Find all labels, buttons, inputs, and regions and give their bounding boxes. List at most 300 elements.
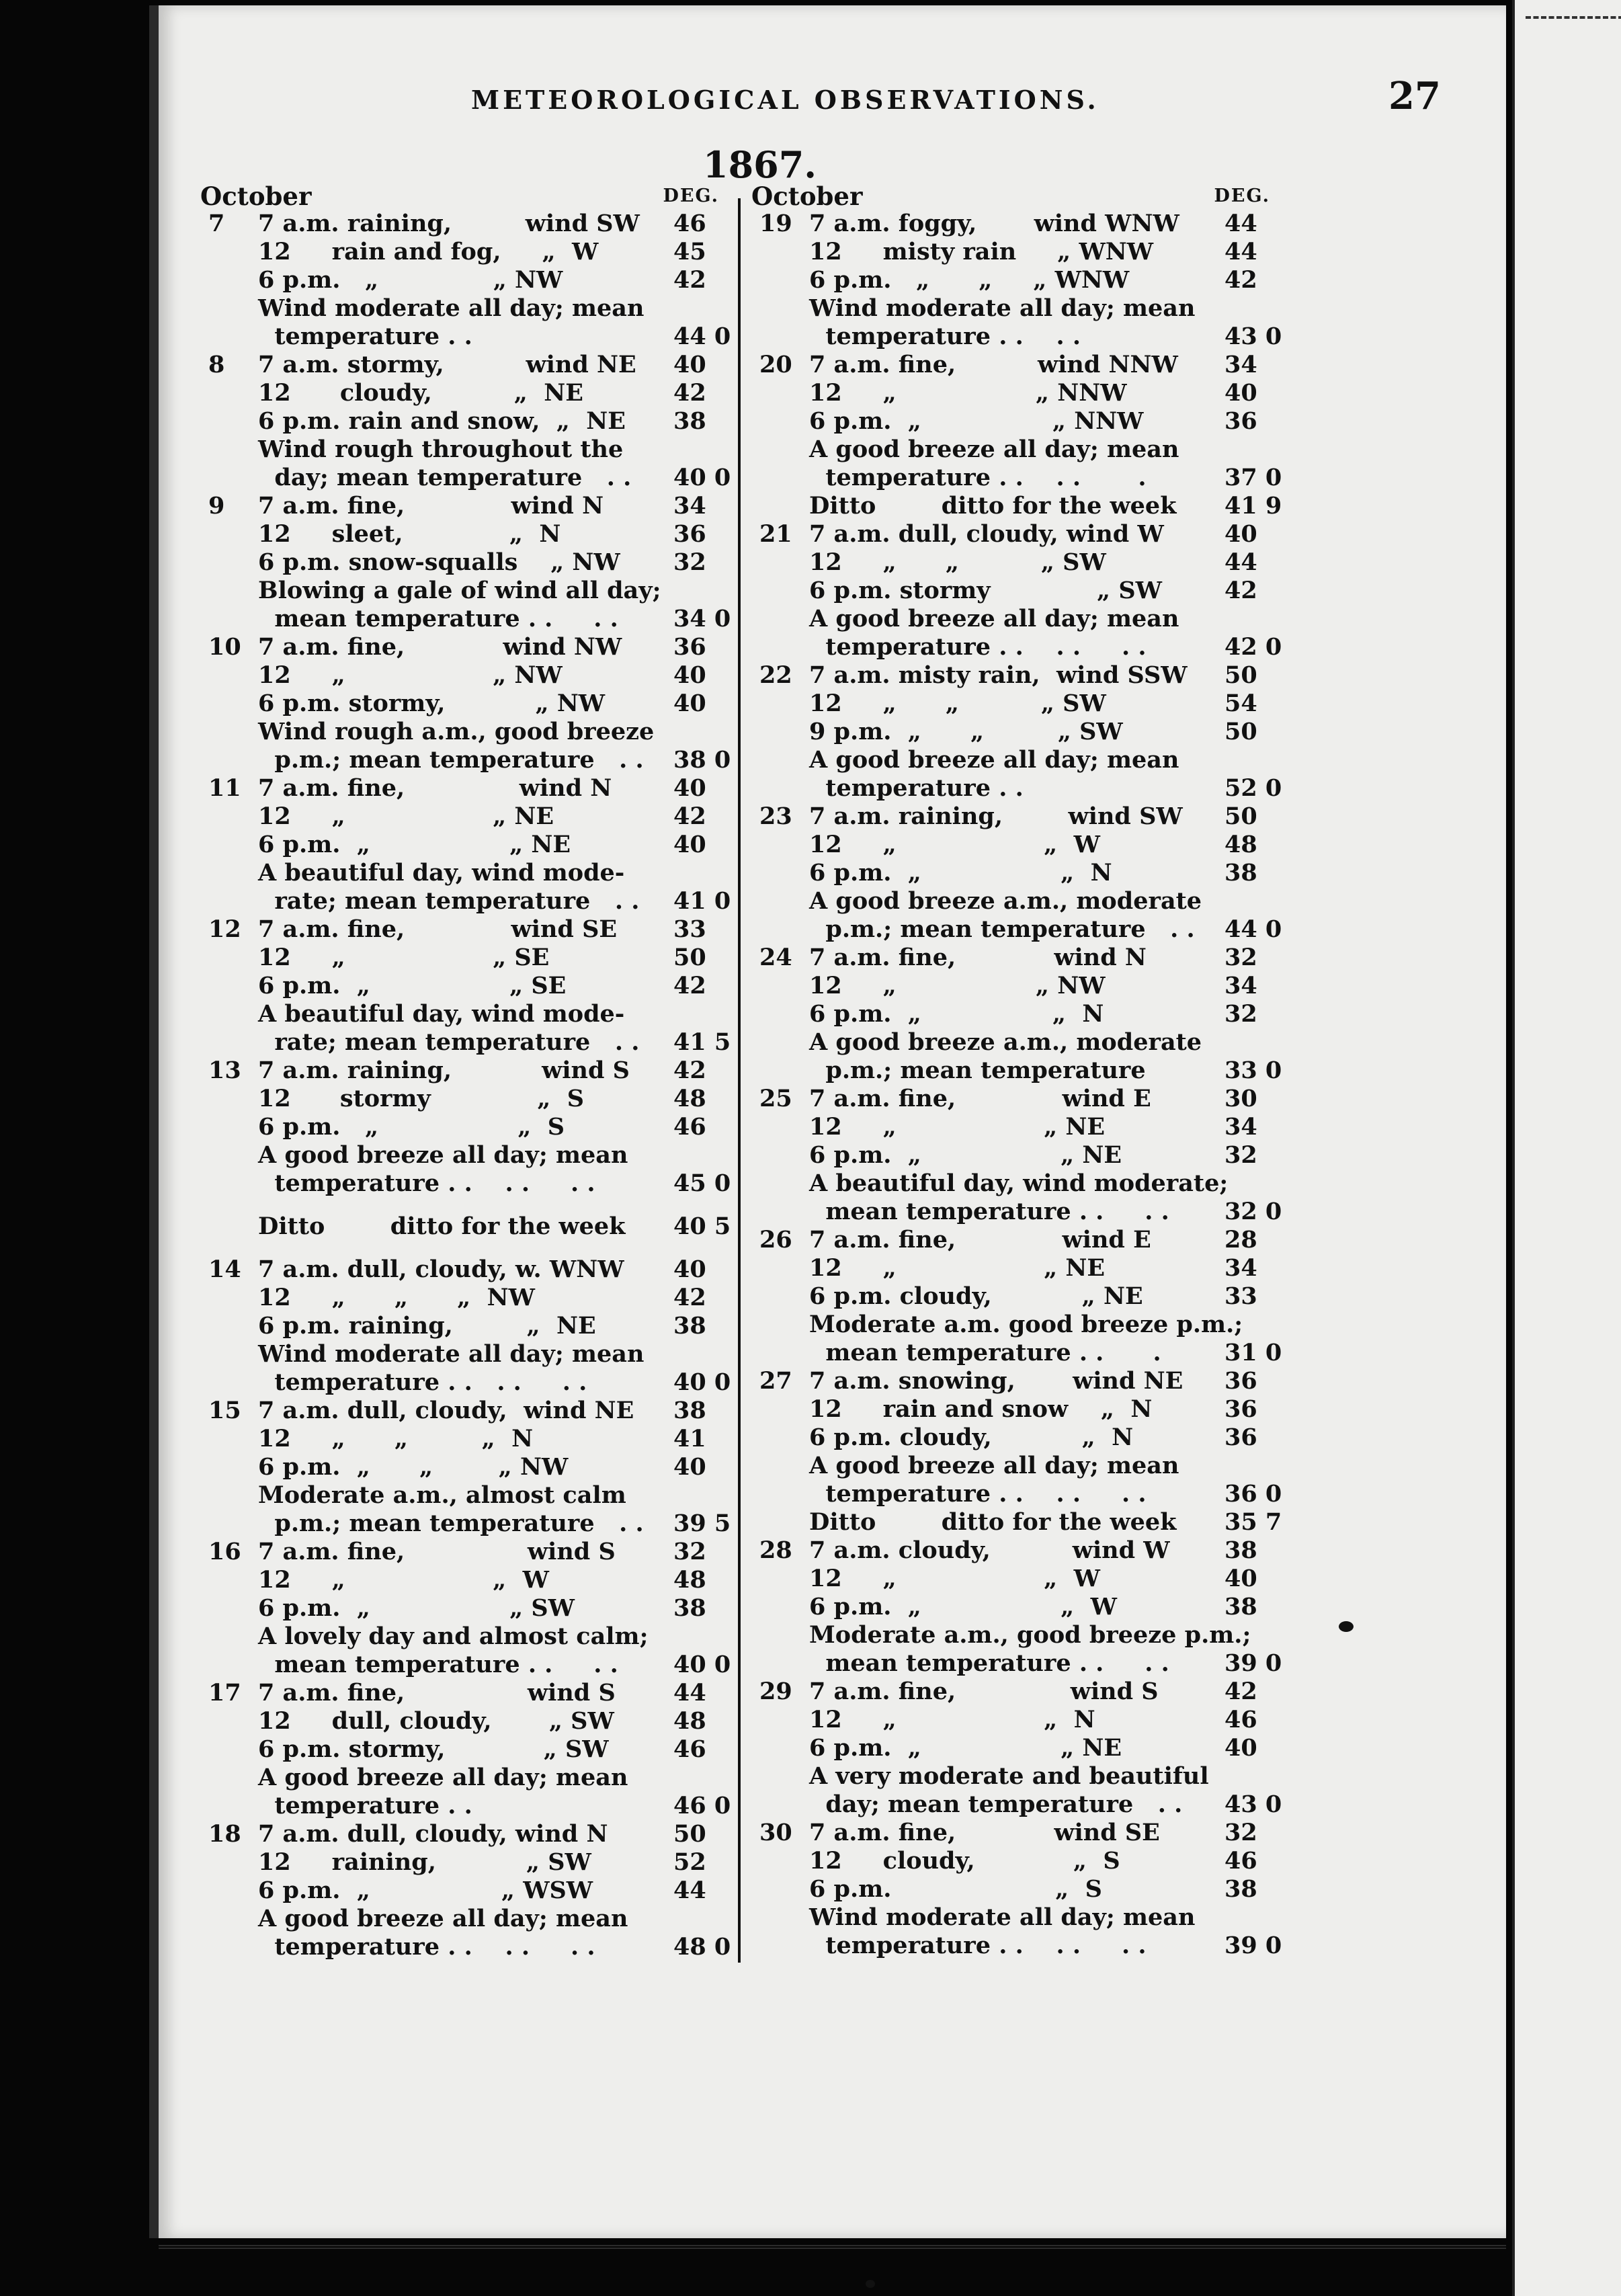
observation-text: 12 cloudy, „ NE [258, 379, 583, 407]
observation-row [200, 1453, 724, 1481]
observation-row [751, 1085, 1276, 1113]
temperature-value: 46 0 [673, 1792, 731, 1819]
observation-row [751, 407, 1276, 436]
temperature-value: 41 5 [673, 1028, 731, 1056]
observation-row [751, 859, 1276, 887]
temperature-value: 48 [1224, 831, 1257, 858]
observation-text: 12 „ „ „ SW [809, 690, 1106, 717]
temperature-value: 36 [1224, 1367, 1257, 1395]
observation-text: 6 p.m. „ „ NW [258, 266, 563, 294]
temperature-value: 42 [673, 972, 706, 999]
observation-text: 6 p.m. „ „ NE [809, 1734, 1122, 1762]
observation-row [200, 774, 724, 803]
temperature-value: 36 0 [1224, 1480, 1282, 1508]
observation-text: Moderate a.m., almost calm [258, 1481, 626, 1509]
observation-row [751, 1508, 1282, 1536]
observation-row [751, 1903, 1276, 1932]
observation-text: 7 a.m. dull, cloudy, wind NE [258, 1397, 634, 1424]
observation-text: 6 p.m. stormy „ SW [809, 577, 1162, 604]
observation-row [200, 1028, 731, 1057]
temperature-value: 40 [1224, 1734, 1257, 1762]
observation-text: 6 p.m. „ „ „ NW [258, 1453, 569, 1481]
observation-text: A good breeze all day; mean [258, 1141, 628, 1169]
observation-text: 12 „ „ NE [258, 803, 554, 830]
day-number: 14 [208, 1256, 241, 1283]
observation-text: 6 p.m. „ „ S [258, 1113, 565, 1141]
temperature-value: 33 [1224, 1282, 1257, 1310]
observation-row [200, 1141, 724, 1170]
observation-text: rate; mean temperature . . [258, 887, 640, 915]
observation-text: 12 „ „ NNW [809, 379, 1127, 407]
temperature-value: 36 [1224, 407, 1257, 435]
observation-text: Wind moderate all day; mean [809, 1903, 1196, 1931]
observation-text: 7 a.m. dull, cloudy, wind N [258, 1820, 608, 1848]
temperature-value: 42 [1224, 266, 1257, 294]
observation-row [751, 1057, 1282, 1085]
observation-text: 12 sleet, „ N [258, 520, 561, 548]
column-divider [738, 198, 741, 1963]
temperature-value: 50 [1224, 661, 1257, 689]
observation-row [751, 266, 1276, 294]
temperature-value: 40 [673, 774, 706, 802]
observation-text: 7 a.m. fine, wind N [809, 944, 1147, 971]
observation-row [200, 831, 724, 859]
temperature-value: 39 0 [1224, 1649, 1282, 1677]
temperature-value: 41 [673, 1425, 706, 1452]
observation-row [200, 1594, 724, 1623]
observation-text: 12 dull, cloudy, „ SW [258, 1707, 614, 1735]
day-number: 8 [208, 351, 225, 378]
observation-row [751, 1480, 1282, 1508]
observation-text: mean temperature . . . [809, 1339, 1161, 1366]
observation-text: p.m.; mean temperature . . [809, 915, 1195, 943]
temperature-value: 48 [673, 1566, 706, 1594]
day-number: 22 [759, 661, 792, 689]
observation-text: 7 a.m. raining, wind SW [258, 210, 640, 237]
observation-row [751, 1452, 1276, 1480]
degree-label: DEG. [1214, 186, 1270, 206]
observation-text: Wind moderate all day; mean [258, 1340, 645, 1368]
temperature-value: 50 [1224, 803, 1257, 830]
observation-text: Ditto ditto for the week [809, 1508, 1177, 1536]
observation-text: 7 a.m. fine, wind SE [258, 915, 618, 943]
temperature-value: 38 [1224, 1536, 1257, 1564]
observation-row [751, 436, 1276, 464]
day-number: 30 [759, 1819, 792, 1846]
observation-row [751, 887, 1276, 915]
observation-row [200, 407, 724, 436]
observation-row [200, 746, 731, 774]
day-number: 11 [208, 774, 241, 802]
observation-text: 7 a.m. fine, wind E [809, 1085, 1151, 1112]
observation-row [200, 464, 731, 492]
temperature-value: 48 0 [673, 1933, 731, 1961]
day-number: 28 [759, 1536, 792, 1564]
observation-row [200, 1538, 724, 1566]
temperature-value: 37 0 [1224, 464, 1282, 491]
temperature-value: 43 0 [1224, 1791, 1282, 1818]
observation-text: A lovely day and almost calm; [258, 1623, 649, 1650]
observation-row [751, 1649, 1282, 1678]
right-column-header [751, 181, 1276, 210]
observation-row [751, 379, 1276, 407]
temperature-value: 40 [673, 1256, 706, 1283]
temperature-value: 52 0 [1224, 774, 1282, 802]
observation-row [200, 1651, 731, 1679]
observation-text: Blowing a gale of wind all day; [258, 577, 661, 604]
observation-row [751, 577, 1276, 605]
observation-text: 6 p.m. „ „ SW [258, 1594, 575, 1622]
temperature-value: 44 [1224, 238, 1257, 265]
observation-row [751, 1000, 1276, 1028]
observation-row [200, 605, 731, 633]
temperature-value: 32 [1224, 1141, 1257, 1169]
observation-row [200, 351, 724, 379]
day-number: 7 [208, 210, 225, 237]
observation-row [751, 1791, 1282, 1819]
observation-row [751, 1424, 1276, 1452]
observation-text: A good breeze all day; mean [809, 605, 1179, 632]
temperature-value: 38 0 [673, 746, 731, 774]
observation-text: 12 „ „ W [809, 831, 1100, 858]
temperature-value: 38 [1224, 1875, 1257, 1903]
observation-text: 6 p.m. „ „ NE [809, 1141, 1122, 1169]
temperature-value: 38 [1224, 859, 1257, 887]
observation-row [200, 887, 731, 915]
temperature-value: 42 [673, 1057, 706, 1084]
observation-row [751, 1621, 1276, 1649]
temperature-value: 46 [673, 210, 706, 237]
temperature-value: 34 [1224, 1113, 1257, 1141]
temperature-value: 46 [1224, 1847, 1257, 1875]
right-column [751, 181, 1282, 1960]
observation-row [200, 633, 724, 661]
day-number: 20 [759, 351, 792, 378]
observation-row [751, 718, 1276, 746]
observation-text: day; mean temperature . . [258, 464, 632, 491]
temperature-value: 38 [673, 1312, 706, 1340]
observation-text: A good breeze all day; mean [809, 746, 1179, 774]
observation-text: Wind rough a.m., good breeze [258, 718, 655, 745]
observation-text: A good breeze all day; mean [258, 1764, 628, 1791]
observation-row [200, 1792, 731, 1820]
temperature-value: 41 0 [673, 887, 731, 915]
observation-text: 7 a.m. fine, wind NNW [809, 351, 1178, 378]
day-number: 18 [208, 1820, 241, 1848]
temperature-value: 38 [673, 407, 706, 435]
observation-text: 12 stormy „ S [258, 1085, 585, 1112]
observation-row [751, 464, 1282, 492]
observation-text: 6 p.m. stormy, „ NW [258, 690, 606, 717]
observation-row [200, 690, 724, 718]
month-label: October [200, 181, 312, 211]
observation-row [751, 323, 1282, 351]
observation-text: 7 a.m. fine, wind S [809, 1678, 1159, 1705]
left-column-header [200, 181, 724, 210]
temperature-value: 32 [1224, 944, 1257, 971]
observation-row [200, 1933, 731, 1961]
observation-text: 12 „ „ „ NW [258, 1284, 535, 1311]
observation-text: 6 p.m. „ „ N [809, 1000, 1104, 1028]
observation-row [751, 1395, 1276, 1424]
day-number: 15 [208, 1397, 241, 1424]
observation-text: temperature . . . . [809, 323, 1081, 350]
page-number: 27 [1388, 74, 1441, 118]
observation-text: 7 a.m. dull, cloudy, w. WNW [258, 1256, 624, 1283]
observation-text: 12 rain and snow „ N [809, 1395, 1153, 1423]
temperature-value: 40 [673, 831, 706, 858]
temperature-value: 32 0 [1224, 1198, 1282, 1225]
observation-row [751, 1367, 1276, 1395]
temperature-value: 50 [1224, 718, 1257, 745]
day-number: 16 [208, 1538, 241, 1565]
observation-row [751, 1593, 1276, 1621]
temperature-value: 45 [673, 238, 706, 265]
observation-row [200, 520, 724, 548]
day-number: 25 [759, 1085, 792, 1112]
observation-row [751, 774, 1282, 803]
temperature-value: 34 [1224, 1254, 1257, 1282]
temperature-value: 36 [1224, 1395, 1257, 1423]
day-number: 10 [208, 633, 241, 661]
observation-text: 6 p.m. „ „ SE [258, 972, 567, 999]
observation-text: 6 p.m. raining, „ NE [258, 1312, 596, 1340]
observation-row [200, 1256, 724, 1284]
observation-text: p.m.; mean temperature . . [258, 746, 644, 774]
observation-text: temperature . . [809, 774, 1024, 802]
observation-row [200, 859, 724, 887]
temperature-value: 34 0 [673, 605, 731, 632]
running-header: METEOROLOGICAL OBSERVATIONS. [471, 85, 1099, 115]
day-number: 27 [759, 1367, 792, 1395]
observation-text: 7 a.m. fine, wind N [258, 774, 612, 802]
observation-row [751, 1282, 1276, 1311]
temperature-value: 40 0 [673, 1368, 731, 1396]
day-number: 12 [208, 915, 241, 943]
day-number: 17 [208, 1679, 241, 1707]
observation-row [751, 746, 1276, 774]
temperature-value: 33 0 [1224, 1057, 1282, 1084]
observation-text: 6 p.m. „ „ N [809, 859, 1112, 887]
observation-row [751, 1678, 1276, 1706]
observation-row [751, 1875, 1276, 1903]
observation-text: Moderate a.m., good breeze p.m.; [809, 1621, 1251, 1649]
observation-text: temperature . . . . . [809, 464, 1147, 491]
observation-row [200, 1623, 724, 1651]
observation-text: 12 „ „ SE [258, 944, 550, 971]
observation-text: 12 „ „ „ N [258, 1425, 534, 1452]
left-column [200, 181, 731, 1961]
temperature-value: 36 [673, 633, 706, 661]
observation-text: 7 a.m. dull, cloudy, wind W [809, 520, 1164, 548]
observation-text: 7 a.m. fine, wind S [258, 1538, 616, 1565]
observation-row [751, 972, 1276, 1000]
observation-row [200, 944, 724, 972]
observation-row [751, 915, 1282, 944]
temperature-value: 38 [673, 1594, 706, 1622]
observation-text: 6 p.m. „ S [809, 1875, 1102, 1903]
temperature-value: 44 [673, 1877, 706, 1904]
observation-text: A good breeze a.m., moderate [809, 887, 1202, 915]
temperature-value: 44 [1224, 548, 1257, 576]
observation-text: temperature . . [258, 1792, 472, 1819]
observation-row [200, 1820, 724, 1848]
observation-text: A beautiful day, wind moderate; [809, 1170, 1229, 1197]
observation-row [200, 210, 724, 238]
temperature-value: 48 [673, 1085, 706, 1112]
observation-text: 12 „ „ N [809, 1706, 1095, 1733]
temperature-value: 32 [673, 1538, 706, 1565]
temperature-value: 42 0 [1224, 633, 1282, 661]
observation-text: 6 p.m. „ „ W [809, 1593, 1117, 1621]
observation-text: 6 p.m. rain and snow, „ NE [258, 407, 626, 435]
observation-text: temperature . . . . . . [809, 633, 1147, 661]
observation-row [200, 1877, 724, 1905]
observation-row [751, 661, 1276, 690]
observation-row [200, 548, 724, 577]
temperature-value: 46 [1224, 1706, 1257, 1733]
temperature-value: 36 [673, 520, 706, 548]
observation-text: temperature . . . . . . [809, 1932, 1147, 1959]
observation-row [200, 266, 724, 294]
observation-row [751, 1339, 1282, 1367]
observation-text: 7 a.m. cloudy, wind W [809, 1536, 1170, 1564]
day-number: 13 [208, 1057, 241, 1084]
observation-row [200, 1213, 731, 1241]
observation-text: p.m.; mean temperature [809, 1057, 1146, 1084]
observation-text: 7 a.m. snowing, wind NE [809, 1367, 1183, 1395]
day-number: 21 [759, 520, 792, 548]
temperature-value: 40 [673, 351, 706, 378]
observation-row [751, 492, 1282, 520]
temperature-value: 52 [673, 1848, 706, 1876]
temperature-value: 42 [673, 266, 706, 294]
observation-row [751, 1847, 1276, 1875]
temperature-value: 40 0 [673, 1651, 731, 1678]
observation-text: mean temperature . . . . [809, 1649, 1169, 1677]
observation-text: temperature . . . . . . [258, 1933, 595, 1961]
observation-row [751, 1311, 1276, 1339]
observation-row [200, 803, 724, 831]
observation-row [200, 1481, 724, 1510]
observation-text: 9 p.m. „ „ „ SW [809, 718, 1123, 745]
temperature-value: 40 [1224, 379, 1257, 407]
observation-row [751, 1170, 1276, 1198]
observation-row [751, 1565, 1276, 1593]
observation-text: Ditto ditto for the week [809, 492, 1177, 520]
observation-row [751, 1819, 1276, 1847]
observation-row [751, 548, 1276, 577]
observation-row [751, 605, 1276, 633]
temperature-value: 39 0 [1224, 1932, 1282, 1959]
observation-row [751, 831, 1276, 859]
temperature-value: 34 [1224, 351, 1257, 378]
temperature-value: 31 0 [1224, 1339, 1282, 1366]
observation-row [200, 1735, 724, 1764]
degree-label: DEG. [663, 186, 719, 206]
observation-row [751, 944, 1276, 972]
temperature-value: 28 [1224, 1226, 1257, 1254]
observation-text: Wind moderate all day; mean [258, 294, 645, 322]
observation-row [751, 238, 1276, 266]
temperature-value: 32 [1224, 1000, 1257, 1028]
observation-row [200, 1397, 724, 1425]
day-number: 26 [759, 1226, 792, 1254]
temperature-value: 43 0 [1224, 323, 1282, 350]
observation-row [200, 1057, 724, 1085]
temperature-value: 44 0 [1224, 915, 1282, 943]
observation-text: 7 a.m. fine, wind NW [258, 633, 622, 661]
temperature-value: 44 [673, 1679, 706, 1707]
observation-text: temperature . . . . . . [809, 1480, 1147, 1508]
observation-row [200, 294, 724, 323]
observation-text: 6 p.m. „ „ NE [258, 831, 571, 858]
observation-row [751, 294, 1276, 323]
temperature-value: 46 [673, 1113, 706, 1141]
observation-row [751, 633, 1282, 661]
observation-text: 6 p.m. snow-squalls „ NW [258, 548, 620, 576]
observation-row [200, 1340, 724, 1368]
observation-row [200, 1085, 724, 1113]
observation-row [751, 1762, 1276, 1791]
observation-text: temperature . . [258, 323, 472, 350]
observation-text: 12 raining, „ SW [258, 1848, 591, 1876]
observation-text: 7 a.m. raining, wind S [258, 1057, 630, 1084]
temperature-value: 40 [673, 1453, 706, 1481]
temperature-value: 34 [673, 492, 706, 520]
observation-text: Ditto ditto for the week [258, 1213, 626, 1240]
observation-text: 12 „ „ „ SW [809, 548, 1106, 576]
observation-text: 12 „ „ NW [258, 661, 563, 689]
observation-row [751, 520, 1276, 548]
observation-row [200, 1113, 724, 1141]
observation-text: A good breeze a.m., moderate [809, 1028, 1202, 1056]
observation-text: 7 a.m. foggy, wind WNW [809, 210, 1179, 237]
observation-row [200, 379, 724, 407]
observation-text: 12 cloudy, „ S [809, 1847, 1120, 1875]
observation-text: Wind moderate all day; mean [809, 294, 1196, 322]
observation-text: 6 p.m. cloudy, „ NE [809, 1282, 1143, 1310]
observation-text: 7 a.m. stormy, wind NE [258, 351, 636, 378]
observation-text: 12 misty rain „ WNW [809, 238, 1154, 265]
observation-text: temperature . . . . . . [258, 1368, 587, 1396]
observation-text: 7 a.m. misty rain, wind SSW [809, 661, 1188, 689]
observation-row [200, 1425, 724, 1453]
temperature-value: 41 9 [1224, 492, 1282, 520]
observation-text: 12 „ „ NE [809, 1113, 1106, 1141]
ink-blot [866, 2280, 875, 2288]
temperature-value: 34 [1224, 972, 1257, 999]
observation-row [200, 1000, 724, 1028]
observation-row [200, 1707, 724, 1735]
observation-row [200, 972, 724, 1000]
observation-text: A good breeze all day; mean [809, 1452, 1179, 1479]
observation-text: A beautiful day, wind mode- [258, 1000, 625, 1028]
observation-row [200, 1566, 724, 1594]
observation-text: 12 „ „ NE [809, 1254, 1106, 1282]
temperature-value: 42 [1224, 577, 1257, 604]
observation-row [200, 238, 724, 266]
temperature-value: 39 5 [673, 1510, 731, 1537]
month-label: October [751, 181, 863, 211]
temperature-value: 40 [1224, 520, 1257, 548]
observation-text: 12 „ „ W [809, 1565, 1100, 1592]
observation-text: mean temperature . . . . [809, 1198, 1169, 1225]
observation-row [751, 1706, 1276, 1734]
observation-row [200, 718, 724, 746]
temperature-value: 40 5 [673, 1213, 731, 1240]
day-number: 29 [759, 1678, 792, 1705]
